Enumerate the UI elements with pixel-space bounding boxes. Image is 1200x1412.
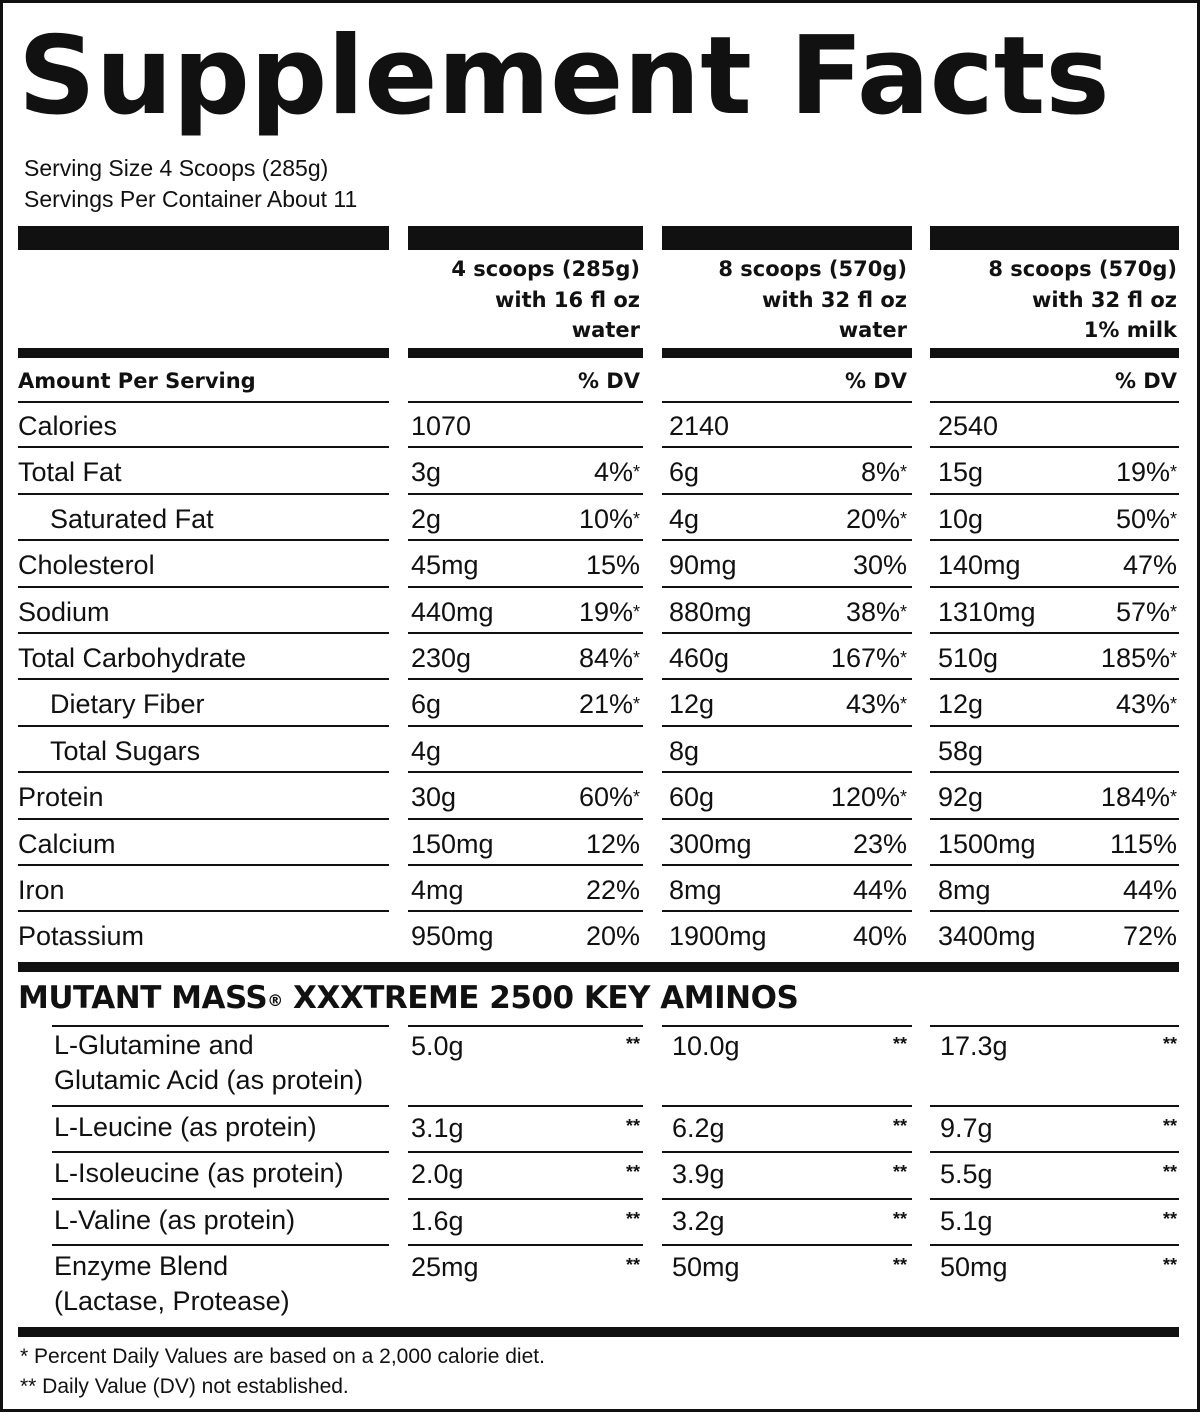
- row-rule: [408, 678, 643, 680]
- nutrient-dv: 57%*: [1115, 597, 1177, 627]
- row-rule: [930, 446, 1179, 448]
- nutrient-name: Sodium: [18, 597, 110, 627]
- nutrient-amount: 460g: [669, 643, 730, 673]
- row-rule: [662, 446, 912, 448]
- row-rule: [408, 632, 643, 634]
- nutrient-dv: 19%*: [578, 597, 640, 627]
- dv-asterisk: *: [1169, 787, 1177, 807]
- dv-asterisk: *: [899, 602, 907, 622]
- nutrient-amount: 60g: [669, 782, 715, 812]
- dv-asterisk: *: [899, 509, 907, 529]
- amount-per-serving: Amount Per Serving: [18, 369, 256, 393]
- row-rule: [408, 864, 643, 866]
- nutrient-amount: 950mg: [411, 921, 494, 951]
- amino-amount: 5.0g: [411, 1031, 464, 1061]
- header-bar-col1: [408, 226, 643, 250]
- amino-amount: 10.0g: [672, 1031, 740, 1061]
- amino-row-rule: [930, 1105, 1179, 1107]
- row-rule: [408, 493, 643, 495]
- row-rule: [662, 493, 912, 495]
- amino-amount: 1.6g: [411, 1206, 464, 1236]
- amino-dv-mark: **: [625, 1209, 640, 1229]
- amino-name: L-Leucine (as protein): [54, 1112, 317, 1142]
- amino-amount: 3.1g: [411, 1113, 464, 1143]
- amino-row-rule: [52, 1025, 389, 1027]
- nutrient-amount: 10g: [938, 504, 984, 534]
- amino-row-rule: [930, 1025, 1179, 1027]
- nutrient-dv: 60%*: [578, 782, 640, 812]
- amino-row-rule: [408, 1105, 643, 1107]
- nutrient-dv: 21%*: [578, 689, 640, 719]
- amino-dv-mark: **: [892, 1034, 907, 1054]
- nutrient-amount: 15g: [938, 457, 984, 487]
- row-rule: [408, 539, 643, 541]
- amino-amount: 50mg: [940, 1252, 1008, 1282]
- row-rule: [408, 771, 643, 773]
- row-rule: [18, 725, 389, 727]
- amino-row-rule: [662, 1244, 912, 1246]
- dv-asterisk: *: [1169, 648, 1177, 668]
- dv-asterisk: *: [632, 509, 640, 529]
- row-rule: [662, 539, 912, 541]
- row-rule: [662, 678, 912, 680]
- footnote-percent-dv: * Percent Daily Values are based on a 2,000 calorie diet.: [20, 1345, 545, 1368]
- nutrient-name: Total Carbohydrate: [18, 643, 247, 673]
- amino-name: Enzyme Blend (Lactase, Protease): [54, 1251, 290, 1316]
- row-rule: [930, 678, 1179, 680]
- column-header-3: 8 scoops (570g) with 32 fl oz 1% milk: [988, 257, 1177, 342]
- nutrient-dv: 8%*: [860, 457, 907, 487]
- row-rule: [18, 632, 389, 634]
- row-rule: [930, 586, 1179, 588]
- row-rule: [662, 818, 912, 820]
- amino-amount: 2.0g: [411, 1159, 464, 1189]
- amino-row-rule: [662, 1198, 912, 1200]
- subheader-bar-col2: [662, 348, 912, 358]
- nutrient-dv: 43%*: [1115, 689, 1177, 719]
- row-rule: [408, 586, 643, 588]
- nutrient-dv: 38%*: [845, 597, 907, 627]
- row-rule: [930, 493, 1179, 495]
- dv-asterisk: *: [899, 787, 907, 807]
- footer-divider-bar: [18, 1327, 1179, 1337]
- amino-dv-mark: **: [892, 1255, 907, 1275]
- nutrient-dv: 30%: [852, 550, 907, 580]
- nutrient-amount: 4mg: [411, 875, 464, 905]
- amino-row-rule: [52, 1244, 389, 1246]
- row-rule: [408, 910, 643, 912]
- column-header-2: 8 scoops (570g) with 32 fl oz water: [718, 257, 907, 342]
- amino-row-rule: [930, 1151, 1179, 1153]
- row-rule: [662, 864, 912, 866]
- footnote-dv-not-established: ** Daily Value (DV) not established.: [20, 1375, 349, 1398]
- nutrient-amount: 3g: [411, 457, 442, 487]
- dv-asterisk: *: [1169, 462, 1177, 482]
- amino-dv-mark: **: [892, 1162, 907, 1182]
- row-rule: [408, 446, 643, 448]
- amino-amount: 17.3g: [940, 1031, 1008, 1061]
- amino-amount: 3.2g: [672, 1206, 725, 1236]
- nutrient-amount: 510g: [938, 643, 999, 673]
- nutrient-dv: 40%: [852, 921, 907, 951]
- amino-amount: 50mg: [672, 1252, 740, 1282]
- nutrient-dv: 120%*: [830, 782, 907, 812]
- row-rule: [408, 725, 643, 727]
- aminos-divider-bar: [18, 962, 1179, 972]
- amino-amount: 25mg: [411, 1252, 479, 1282]
- nutrient-amount: 45mg: [411, 550, 479, 580]
- nutrient-dv: 72%: [1122, 921, 1177, 951]
- dv-asterisk: *: [1169, 694, 1177, 714]
- nutrient-dv: 184%*: [1100, 782, 1177, 812]
- nutrient-amount: 1900mg: [669, 921, 767, 951]
- dv-asterisk: *: [1169, 602, 1177, 622]
- dv-asterisk: *: [632, 602, 640, 622]
- nutrient-amount: 880mg: [669, 597, 752, 627]
- nutrient-dv: 84%*: [578, 643, 640, 673]
- row-rule: [18, 586, 389, 588]
- nutrient-dv: 15%: [585, 550, 640, 580]
- nutrient-dv: 47%: [1122, 550, 1177, 580]
- row-rule: [18, 771, 389, 773]
- row-rule: [18, 493, 389, 495]
- nutrient-amount: 6g: [669, 457, 700, 487]
- nutrient-amount: 300mg: [669, 829, 752, 859]
- nutrient-name: Saturated Fat: [50, 504, 214, 534]
- nutrient-dv: 44%: [852, 875, 907, 905]
- row-rule: [662, 725, 912, 727]
- amino-dv-mark: **: [625, 1034, 640, 1054]
- nutrient-amount: 12g: [669, 689, 715, 719]
- row-rule: [408, 818, 643, 820]
- dv-asterisk: *: [632, 648, 640, 668]
- nutrient-amount: 1070: [411, 411, 472, 441]
- nutrient-amount: 2540: [938, 411, 999, 441]
- nutrient-amount: 230g: [411, 643, 472, 673]
- dv-asterisk: *: [632, 787, 640, 807]
- row-rule: [662, 632, 912, 634]
- nutrient-dv: 167%*: [830, 643, 907, 673]
- amino-dv-mark: **: [625, 1116, 640, 1136]
- nutrient-amount: 8mg: [669, 875, 722, 905]
- amino-dv-mark: **: [892, 1116, 907, 1136]
- row-rule: [930, 864, 1179, 866]
- nutrient-amount: 150mg: [411, 829, 494, 859]
- header-bar-col3: [930, 226, 1179, 250]
- nutrient-amount: 8mg: [938, 875, 991, 905]
- row-rule: [18, 678, 389, 680]
- nutrient-name: Protein: [18, 782, 104, 812]
- nutrient-amount: 58g: [938, 736, 984, 766]
- dv-asterisk: *: [899, 694, 907, 714]
- nutrient-dv: 4%*: [593, 457, 640, 487]
- amino-row-rule: [408, 1244, 643, 1246]
- amino-dv-mark: **: [892, 1209, 907, 1229]
- nutrient-name: Iron: [18, 875, 65, 905]
- amino-row-rule: [52, 1105, 389, 1107]
- amino-dv-mark: **: [625, 1162, 640, 1182]
- amino-row-rule: [662, 1151, 912, 1153]
- dv-asterisk: *: [899, 648, 907, 668]
- amino-name: L-Glutamine and Glutamic Acid (as protein): [54, 1030, 364, 1095]
- serving-size: Serving Size 4 Scoops (285g): [24, 155, 329, 181]
- amino-dv-mark: **: [1162, 1255, 1177, 1275]
- nutrient-amount: 12g: [938, 689, 984, 719]
- dv-label-1: % DV: [577, 369, 640, 393]
- nutrient-dv: 20%: [585, 921, 640, 951]
- row-rule: [930, 818, 1179, 820]
- amino-row-rule: [930, 1198, 1179, 1200]
- row-rule: [930, 771, 1179, 773]
- amino-dv-mark: **: [625, 1255, 640, 1275]
- nutrient-dv: 12%: [585, 829, 640, 859]
- nutrient-amount: 2140: [669, 411, 730, 441]
- row-rule: [18, 446, 389, 448]
- amino-row-rule: [52, 1151, 389, 1153]
- nutrient-amount: 4g: [669, 504, 700, 534]
- amino-row-rule: [930, 1244, 1179, 1246]
- label-title: Supplement Facts: [18, 14, 1110, 139]
- row-rule: [408, 401, 643, 403]
- row-rule: [930, 632, 1179, 634]
- nutrient-amount: 30g: [411, 782, 457, 812]
- row-rule: [662, 771, 912, 773]
- dv-asterisk: *: [1169, 509, 1177, 529]
- amino-dv-mark: **: [1162, 1034, 1177, 1054]
- dv-label-3: % DV: [1114, 369, 1177, 393]
- amino-amount: 5.5g: [940, 1159, 993, 1189]
- row-rule: [930, 539, 1179, 541]
- nutrient-dv: 23%: [852, 829, 907, 859]
- amino-dv-mark: **: [1162, 1116, 1177, 1136]
- nutrient-name: Total Fat: [18, 457, 122, 487]
- subheader-bar-label: [18, 348, 389, 358]
- nutrient-amount: 3400mg: [938, 921, 1036, 951]
- subheader-bar-col1: [408, 348, 643, 358]
- nutrient-dv: 115%: [1109, 829, 1177, 859]
- row-rule: [18, 539, 389, 541]
- nutrient-amount: 2g: [411, 504, 442, 534]
- row-rule: [930, 725, 1179, 727]
- aminos-title: MUTANT MASS® XXXTREME 2500 KEY AMINOS: [18, 980, 799, 1016]
- nutrient-amount: 1310mg: [938, 597, 1036, 627]
- amino-amount: 9.7g: [940, 1113, 993, 1143]
- nutrient-name: Cholesterol: [18, 550, 155, 580]
- row-rule: [662, 586, 912, 588]
- column-header-1: 4 scoops (285g) with 16 fl oz water: [451, 257, 640, 342]
- dv-label-2: % DV: [844, 369, 907, 393]
- nutrient-amount: 8g: [669, 736, 700, 766]
- nutrient-amount: 440mg: [411, 597, 494, 627]
- row-rule: [18, 864, 389, 866]
- row-rule: [662, 910, 912, 912]
- nutrient-name: Calcium: [18, 829, 116, 859]
- nutrient-name: Potassium: [18, 921, 145, 951]
- row-rule: [930, 401, 1179, 403]
- row-rule: [18, 401, 389, 403]
- amino-row-rule: [408, 1151, 643, 1153]
- header-bar-col2: [662, 226, 912, 250]
- dv-asterisk: *: [632, 694, 640, 714]
- servings-per-container: Servings Per Container About 11: [24, 186, 358, 212]
- nutrient-amount: 4g: [411, 736, 442, 766]
- amino-amount: 6.2g: [672, 1113, 725, 1143]
- amino-row-rule: [662, 1025, 912, 1027]
- dv-asterisk: *: [632, 462, 640, 482]
- nutrient-amount: 1500mg: [938, 829, 1036, 859]
- nutrient-amount: 90mg: [669, 550, 737, 580]
- nutrient-dv: 10%*: [578, 504, 640, 534]
- header-bar-label: [18, 226, 389, 250]
- dv-asterisk: *: [899, 462, 907, 482]
- amino-dv-mark: **: [1162, 1162, 1177, 1182]
- amino-name: L-Isoleucine (as protein): [54, 1158, 344, 1188]
- nutrient-dv: 20%*: [845, 504, 907, 534]
- nutrient-amount: 140mg: [938, 550, 1021, 580]
- amino-dv-mark: **: [1162, 1209, 1177, 1229]
- nutrient-dv: 19%*: [1115, 457, 1177, 487]
- nutrient-dv: 22%: [585, 875, 640, 905]
- nutrient-name: Total Sugars: [50, 736, 201, 766]
- amino-row-rule: [662, 1105, 912, 1107]
- amino-row-rule: [408, 1198, 643, 1200]
- amino-name: L-Valine (as protein): [54, 1205, 296, 1235]
- row-rule: [18, 818, 389, 820]
- row-rule: [930, 910, 1179, 912]
- nutrient-name: Dietary Fiber: [50, 689, 205, 719]
- subheader-bar-col3: [930, 348, 1179, 358]
- nutrient-amount: 92g: [938, 782, 984, 812]
- nutrient-amount: 6g: [411, 689, 442, 719]
- amino-amount: 5.1g: [940, 1206, 993, 1236]
- nutrient-dv: 50%*: [1115, 504, 1177, 534]
- nutrient-dv: 43%*: [845, 689, 907, 719]
- amino-amount: 3.9g: [672, 1159, 725, 1189]
- amino-row-rule: [52, 1198, 389, 1200]
- amino-row-rule: [408, 1025, 643, 1027]
- nutrient-dv: 185%*: [1100, 643, 1177, 673]
- nutrient-dv: 44%: [1122, 875, 1177, 905]
- nutrient-name: Calories: [18, 411, 118, 441]
- row-rule: [662, 401, 912, 403]
- row-rule: [18, 910, 389, 912]
